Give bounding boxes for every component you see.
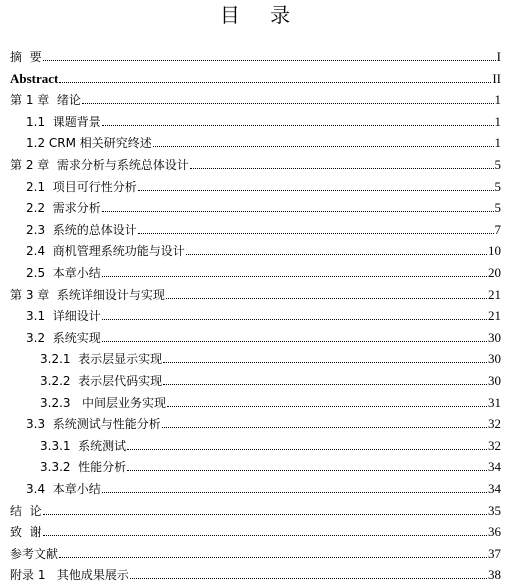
toc-entry[interactable] bbox=[10, 519, 501, 539]
toc-entry[interactable] bbox=[26, 238, 501, 258]
toc-entry[interactable] bbox=[10, 562, 501, 582]
toc-entry-page-number: 1 bbox=[494, 135, 501, 151]
toc-dot-leader bbox=[167, 406, 487, 407]
toc-dot-leader bbox=[138, 190, 494, 191]
toc-entry[interactable] bbox=[10, 498, 501, 518]
toc-entry-label: 1.2 CRM 相关研究终述 bbox=[26, 136, 152, 151]
toc-entry-label: 结 论 bbox=[10, 503, 42, 518]
toc-dot-leader bbox=[59, 557, 487, 558]
toc-entry-page-number: 5 bbox=[494, 200, 501, 216]
toc-entry-page-number: 1 bbox=[494, 113, 501, 129]
toc-entry-page-number: 1 bbox=[494, 92, 501, 108]
toc-entry[interactable] bbox=[40, 454, 501, 474]
toc-entry[interactable] bbox=[26, 411, 501, 431]
toc-dot-leader bbox=[127, 449, 487, 450]
toc-entry[interactable] bbox=[26, 109, 501, 129]
toc-dot-leader bbox=[163, 384, 487, 385]
toc-entry-label: 2.5 本章小结 bbox=[26, 266, 101, 280]
toc-entry-page-number: 32 bbox=[488, 416, 501, 432]
toc-dot-leader bbox=[102, 492, 487, 493]
toc-entry[interactable] bbox=[10, 87, 501, 107]
toc-entry-page-number: 30 bbox=[488, 351, 501, 367]
toc-dot-leader bbox=[127, 470, 487, 471]
toc-entry-page-number: 20 bbox=[488, 265, 501, 280]
toc-dot-leader bbox=[102, 319, 487, 320]
toc-entry-label: Abstract bbox=[10, 70, 59, 86]
toc-entry-page-number: 5 bbox=[494, 157, 501, 172]
toc-entry-page-number: II bbox=[492, 70, 501, 86]
toc-entry[interactable] bbox=[26, 303, 501, 323]
toc-entry-label: 3.3.1 系统测试 bbox=[40, 438, 127, 453]
toc-entry[interactable] bbox=[40, 433, 501, 453]
toc-entry-label: 致 谢 bbox=[10, 525, 42, 540]
toc-entry[interactable] bbox=[26, 195, 501, 215]
toc-entry-label: 3.2 系统实现 bbox=[26, 330, 101, 345]
toc-entry[interactable] bbox=[40, 390, 501, 410]
toc-entry[interactable] bbox=[40, 368, 501, 388]
toc-dot-leader bbox=[186, 254, 487, 255]
toc-entry[interactable] bbox=[26, 174, 501, 194]
toc-entry[interactable] bbox=[10, 541, 501, 561]
toc-entry-page-number: 38 bbox=[488, 567, 501, 583]
toc-dot-leader bbox=[163, 362, 487, 363]
toc-entry-page-number: 7 bbox=[494, 221, 501, 237]
toc-entry-label: 3.3.2 性能分析 bbox=[40, 460, 127, 475]
toc-entry-page-number: 5 bbox=[494, 178, 501, 194]
toc-entry-label: 3.4 本章小结 bbox=[26, 482, 101, 496]
toc-entry-page-number: 34 bbox=[488, 481, 501, 496]
toc-entry-label: 3.2.1 表示层显示实现 bbox=[40, 352, 163, 367]
toc-entry-label: 参考文献 bbox=[10, 546, 59, 561]
toc-entry-label: 3.2.3 中间层业务实现 bbox=[40, 395, 166, 410]
toc-entry-label: 第 1 章 绪论 bbox=[10, 93, 81, 108]
toc-entry-label: 3.1 详细设计 bbox=[26, 309, 101, 324]
toc-entry-page-number: 32 bbox=[488, 437, 501, 453]
toc-entry-page-number: 36 bbox=[488, 524, 501, 540]
toc-dot-leader bbox=[166, 298, 487, 299]
toc-entry-page-number: 31 bbox=[488, 394, 501, 410]
toc-entry[interactable] bbox=[10, 152, 501, 172]
toc-entry-label: 2.3 系统的总体设计 bbox=[26, 222, 137, 237]
toc-dot-leader bbox=[102, 211, 494, 212]
toc-dot-leader bbox=[130, 578, 487, 579]
toc-entry-page-number: 34 bbox=[488, 459, 501, 475]
toc-entry-page-number: 35 bbox=[488, 502, 501, 518]
toc-dot-leader bbox=[43, 514, 487, 515]
toc-entry[interactable] bbox=[26, 130, 501, 150]
toc-dot-leader bbox=[102, 341, 487, 342]
toc-entry-page-number: 30 bbox=[488, 329, 501, 345]
toc-entry-label: 2.4 商机管理系统功能与设计 bbox=[26, 244, 185, 259]
toc-entry[interactable] bbox=[26, 217, 501, 237]
toc-entry-label: 第 2 章 需求分析与系统总体设计 bbox=[10, 158, 189, 172]
toc-entry-page-number: 30 bbox=[488, 373, 501, 388]
toc-dot-leader bbox=[138, 233, 494, 234]
toc-entry[interactable] bbox=[10, 44, 501, 64]
toc-dot-leader bbox=[82, 103, 494, 104]
toc-dot-leader bbox=[153, 146, 494, 147]
toc-entry[interactable] bbox=[26, 325, 501, 345]
toc-dot-leader bbox=[102, 276, 487, 277]
toc-entry-page-number: I bbox=[496, 49, 501, 64]
toc-entry[interactable] bbox=[40, 346, 501, 366]
toc-entry[interactable] bbox=[10, 282, 501, 302]
toc-entry-page-number: 21 bbox=[488, 286, 501, 302]
toc-entry-page-number: 37 bbox=[488, 545, 501, 561]
toc-entry-label: 1.1 课题背景 bbox=[26, 114, 101, 129]
toc-entry-label: 摘 要 bbox=[10, 50, 42, 64]
toc-entry[interactable] bbox=[26, 260, 501, 280]
toc-entry-page-number: 10 bbox=[488, 243, 501, 259]
toc-entry[interactable] bbox=[10, 66, 501, 86]
toc-entry-page-number: 21 bbox=[488, 308, 501, 324]
toc-entry-label: 2.1 项目可行性分析 bbox=[26, 179, 137, 194]
toc-dot-leader bbox=[102, 125, 494, 126]
toc-dot-leader bbox=[59, 82, 491, 83]
toc-title: 目 录 bbox=[219, 3, 303, 27]
toc-dot-leader bbox=[43, 60, 496, 61]
toc-dot-leader bbox=[162, 427, 487, 428]
toc-entry-label: 第 3 章 系统详细设计与实现 bbox=[10, 287, 165, 302]
toc-dot-leader bbox=[43, 535, 487, 536]
toc-entry-label: 附录 1 其他成果展示 bbox=[10, 568, 129, 583]
toc-entry[interactable] bbox=[26, 476, 501, 496]
toc-entry-label: 3.3 系统测试与性能分析 bbox=[26, 417, 161, 432]
toc-entry-label: 2.2 需求分析 bbox=[26, 201, 101, 216]
toc-dot-leader bbox=[190, 168, 494, 169]
toc-entry-label: 3.2.2 表示层代码实现 bbox=[40, 374, 163, 388]
